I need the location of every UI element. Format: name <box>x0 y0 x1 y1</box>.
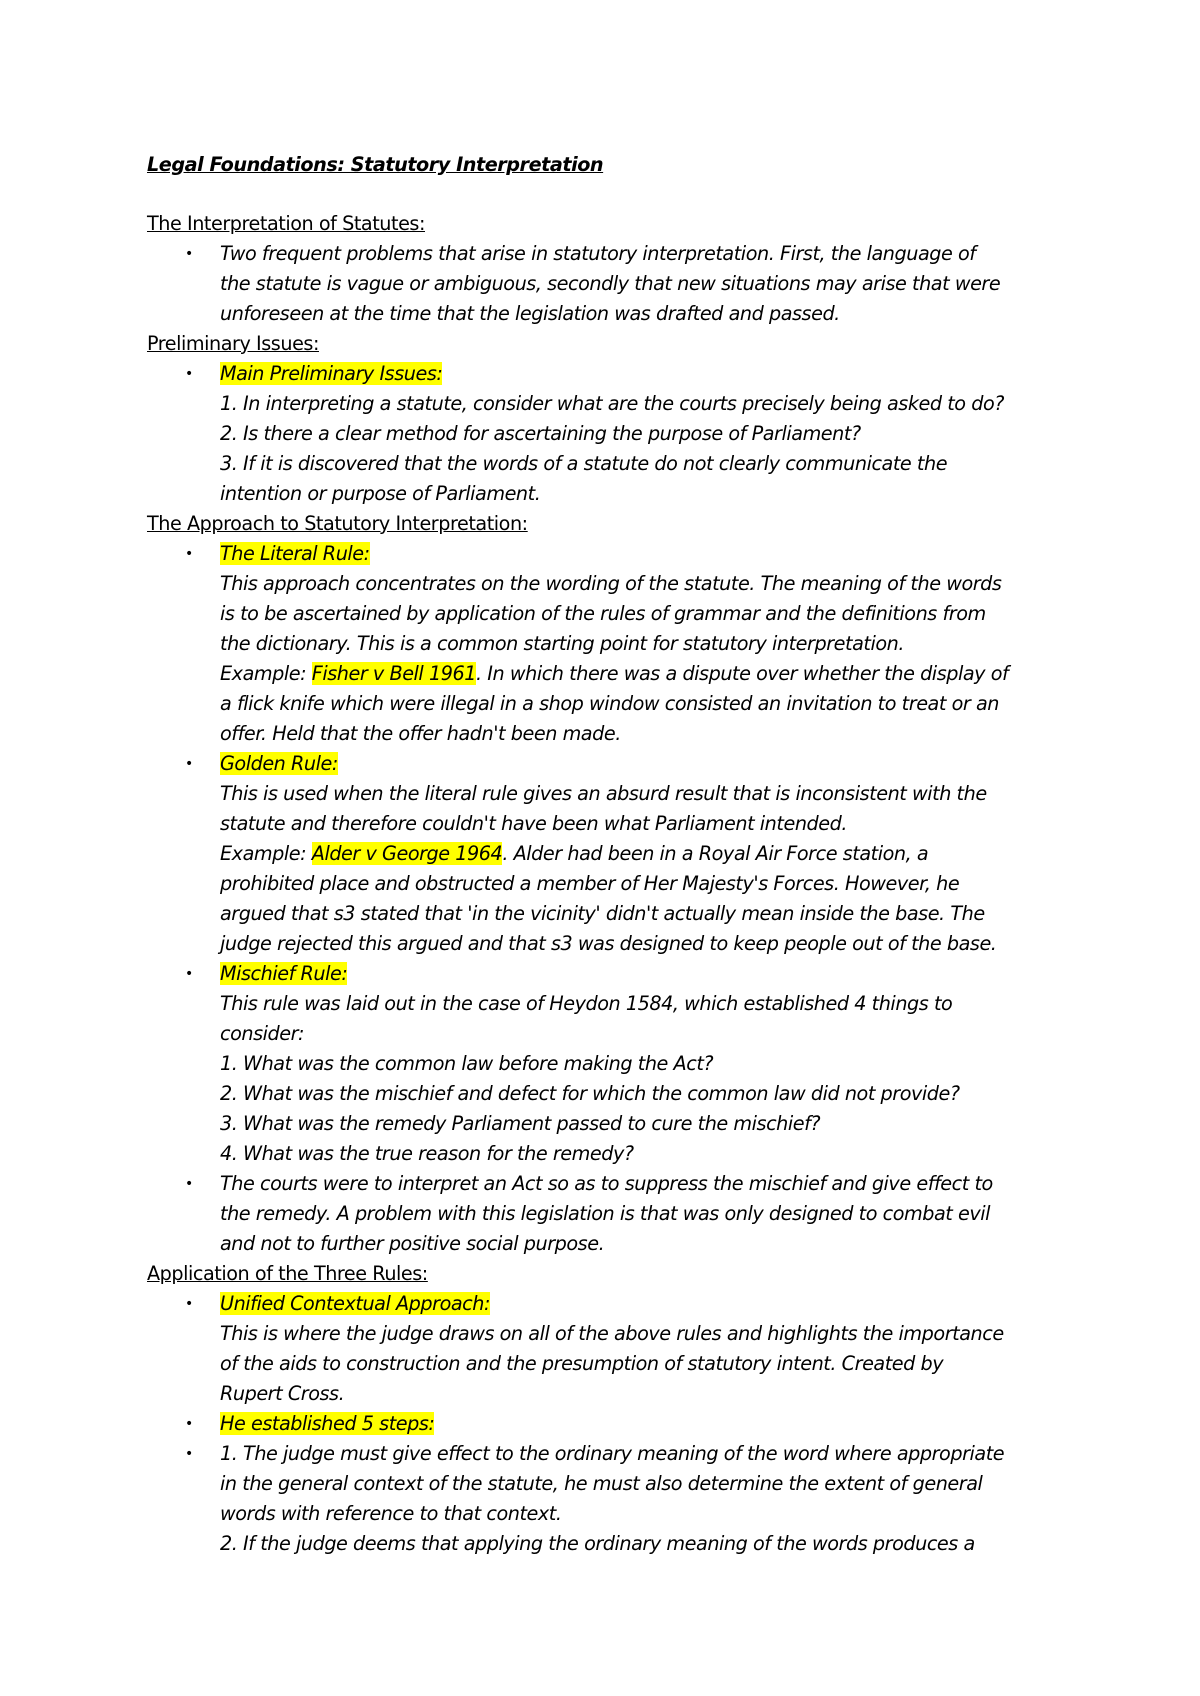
text-line: unforeseen at the time that the legislation was drafted and passed. <box>220 302 840 325</box>
text-line <box>220 659 1067 689</box>
text-line: a flick knife which were illegal in a shop window consisted an invitation to treat or an <box>220 692 999 715</box>
bullet-icon: • <box>185 546 193 562</box>
text-line: Rupert Cross. <box>220 1382 345 1405</box>
text-line: of the aids to construction and the presumption of statutory intent. Created by <box>220 1352 944 1375</box>
highlighted-title: Main Preliminary Issues: <box>220 362 443 385</box>
bullet-item <box>147 1169 1067 1259</box>
text-line: The courts were to interpret an Act so as to suppress the mischief and give effect to <box>220 1172 993 1195</box>
example-prefix: Example: <box>220 842 312 865</box>
text-line: This approach concentrates on the wording of the statute. The meaning of the words <box>220 572 1002 595</box>
bullet-item <box>147 1289 1067 1409</box>
text-line: offer. Held that the offer hadn't been made. <box>220 722 621 745</box>
text-line: 1. In interpreting a statute, consider what are the courts precisely being asked to do? <box>220 392 1004 415</box>
example-prefix: Example: <box>220 662 312 685</box>
highlighted-title: Golden Rule: <box>220 752 338 775</box>
document-section <box>147 209 1067 329</box>
case-name-highlight: Alder v George 1964 <box>311 842 503 865</box>
bullet-icon: • <box>185 246 193 262</box>
highlighted-title: Mischief Rule: <box>220 962 348 985</box>
text-line: 2. Is there a clear method for ascertaining the purpose of Parliament? <box>220 422 861 445</box>
text-line: This is where the judge draws on all of the above rules and highlights the importance <box>220 1322 1004 1345</box>
text-line: is to be ascertained by application of the rules of grammar and the definitions from <box>220 602 986 625</box>
bullet-icon: • <box>185 966 193 982</box>
text-line: statute and therefore couldn't have been what Parliament intended. <box>220 812 847 835</box>
document-body <box>147 209 1067 1559</box>
bullet-icon: • <box>185 756 193 772</box>
text-line: argued that s3 stated that 'in the vicinity' didn't actually mean inside the base. The <box>220 902 985 925</box>
text-line: the statute is vague or ambiguous, secondly that new situations may arise that were <box>220 272 1001 295</box>
item-title <box>220 749 1067 779</box>
section-heading: The Interpretation of Statutes: <box>147 212 425 235</box>
text-line: the remedy. A problem with this legislation is that was only designed to combat evil <box>220 1202 991 1225</box>
text-line: and not to further positive social purpose. <box>220 1232 605 1255</box>
text-line: in the general context of the statute, he must also determine the extent of general <box>220 1472 983 1495</box>
bullet-icon: • <box>185 1296 193 1312</box>
document-section <box>147 509 1067 1259</box>
text-line: intention or purpose of Parliament. <box>220 482 541 505</box>
text-line: This rule was laid out in the case of Heydon 1584, which established 4 things to <box>220 992 953 1015</box>
text-line: 1. What was the common law before making the Act? <box>220 1052 714 1075</box>
bullet-item <box>147 539 1067 749</box>
highlighted-title: Unified Contextual Approach: <box>220 1292 491 1315</box>
bullet-item <box>147 1409 1067 1439</box>
text-line: consider: <box>220 1022 305 1045</box>
item-title <box>220 1289 1067 1319</box>
example-text: . In which there was a dispute over whether the display of <box>476 662 1009 685</box>
document-section <box>147 329 1067 509</box>
text-line: words with reference to that context. <box>220 1502 562 1525</box>
item-title <box>220 959 1067 989</box>
text-line: 1. The judge must give effect to the ordinary meaning of the word where appropriate <box>220 1442 1005 1465</box>
bullet-icon: • <box>185 366 193 382</box>
text-line: 2. What was the mischief and defect for which the common law did not provide? <box>220 1082 960 1105</box>
text-line: judge rejected this argued and that s3 was designed to keep people out of the base. <box>220 932 997 955</box>
bullet-icon: • <box>185 1176 193 1192</box>
example-text: . Alder had been in a Royal Air Force station, a <box>502 842 929 865</box>
text-line: This is used when the literal rule gives an absurd result that is inconsistent with the <box>220 782 987 805</box>
text-line: Two frequent problems that arise in statutory interpretation. First, the language of <box>220 242 976 265</box>
text-line <box>220 839 1067 869</box>
case-name-highlight: Fisher v Bell 1961 <box>311 662 476 685</box>
text-line: 3. What was the remedy Parliament passed to cure the mischief? <box>220 1112 821 1135</box>
text-line: 2. If the judge deems that applying the ordinary meaning of the words produces a <box>220 1532 975 1555</box>
highlighted-title: The Literal Rule: <box>220 542 370 565</box>
section-heading: Preliminary Issues: <box>147 332 319 355</box>
highlighted-title: He established 5 steps: <box>220 1412 435 1435</box>
document-title: Legal Foundations: Statutory Interpretation <box>147 153 604 176</box>
bullet-item <box>147 1439 1067 1559</box>
bullet-icon: • <box>185 1416 193 1432</box>
text-line: 4. What was the true reason for the remedy? <box>220 1142 634 1165</box>
item-title <box>220 359 1067 389</box>
text-line: prohibited place and obstructed a member of Her Majesty's Forces. However, he <box>220 872 960 895</box>
bullet-item <box>147 239 1067 329</box>
bullet-item <box>147 749 1067 959</box>
bullet-icon: • <box>185 1446 193 1462</box>
item-title <box>220 539 1067 569</box>
bullet-item <box>147 959 1067 1169</box>
section-heading: The Approach to Statutory Interpretation: <box>147 512 528 535</box>
item-title <box>220 1409 1067 1439</box>
document-section <box>147 1259 1067 1559</box>
text-line: 3. If it is discovered that the words of a statute do not clearly communicate the <box>220 452 948 475</box>
text-line: the dictionary. This is a common starting point for statutory interpretation. <box>220 632 904 655</box>
section-heading: Application of the Three Rules: <box>147 1262 428 1285</box>
bullet-item <box>147 359 1067 509</box>
